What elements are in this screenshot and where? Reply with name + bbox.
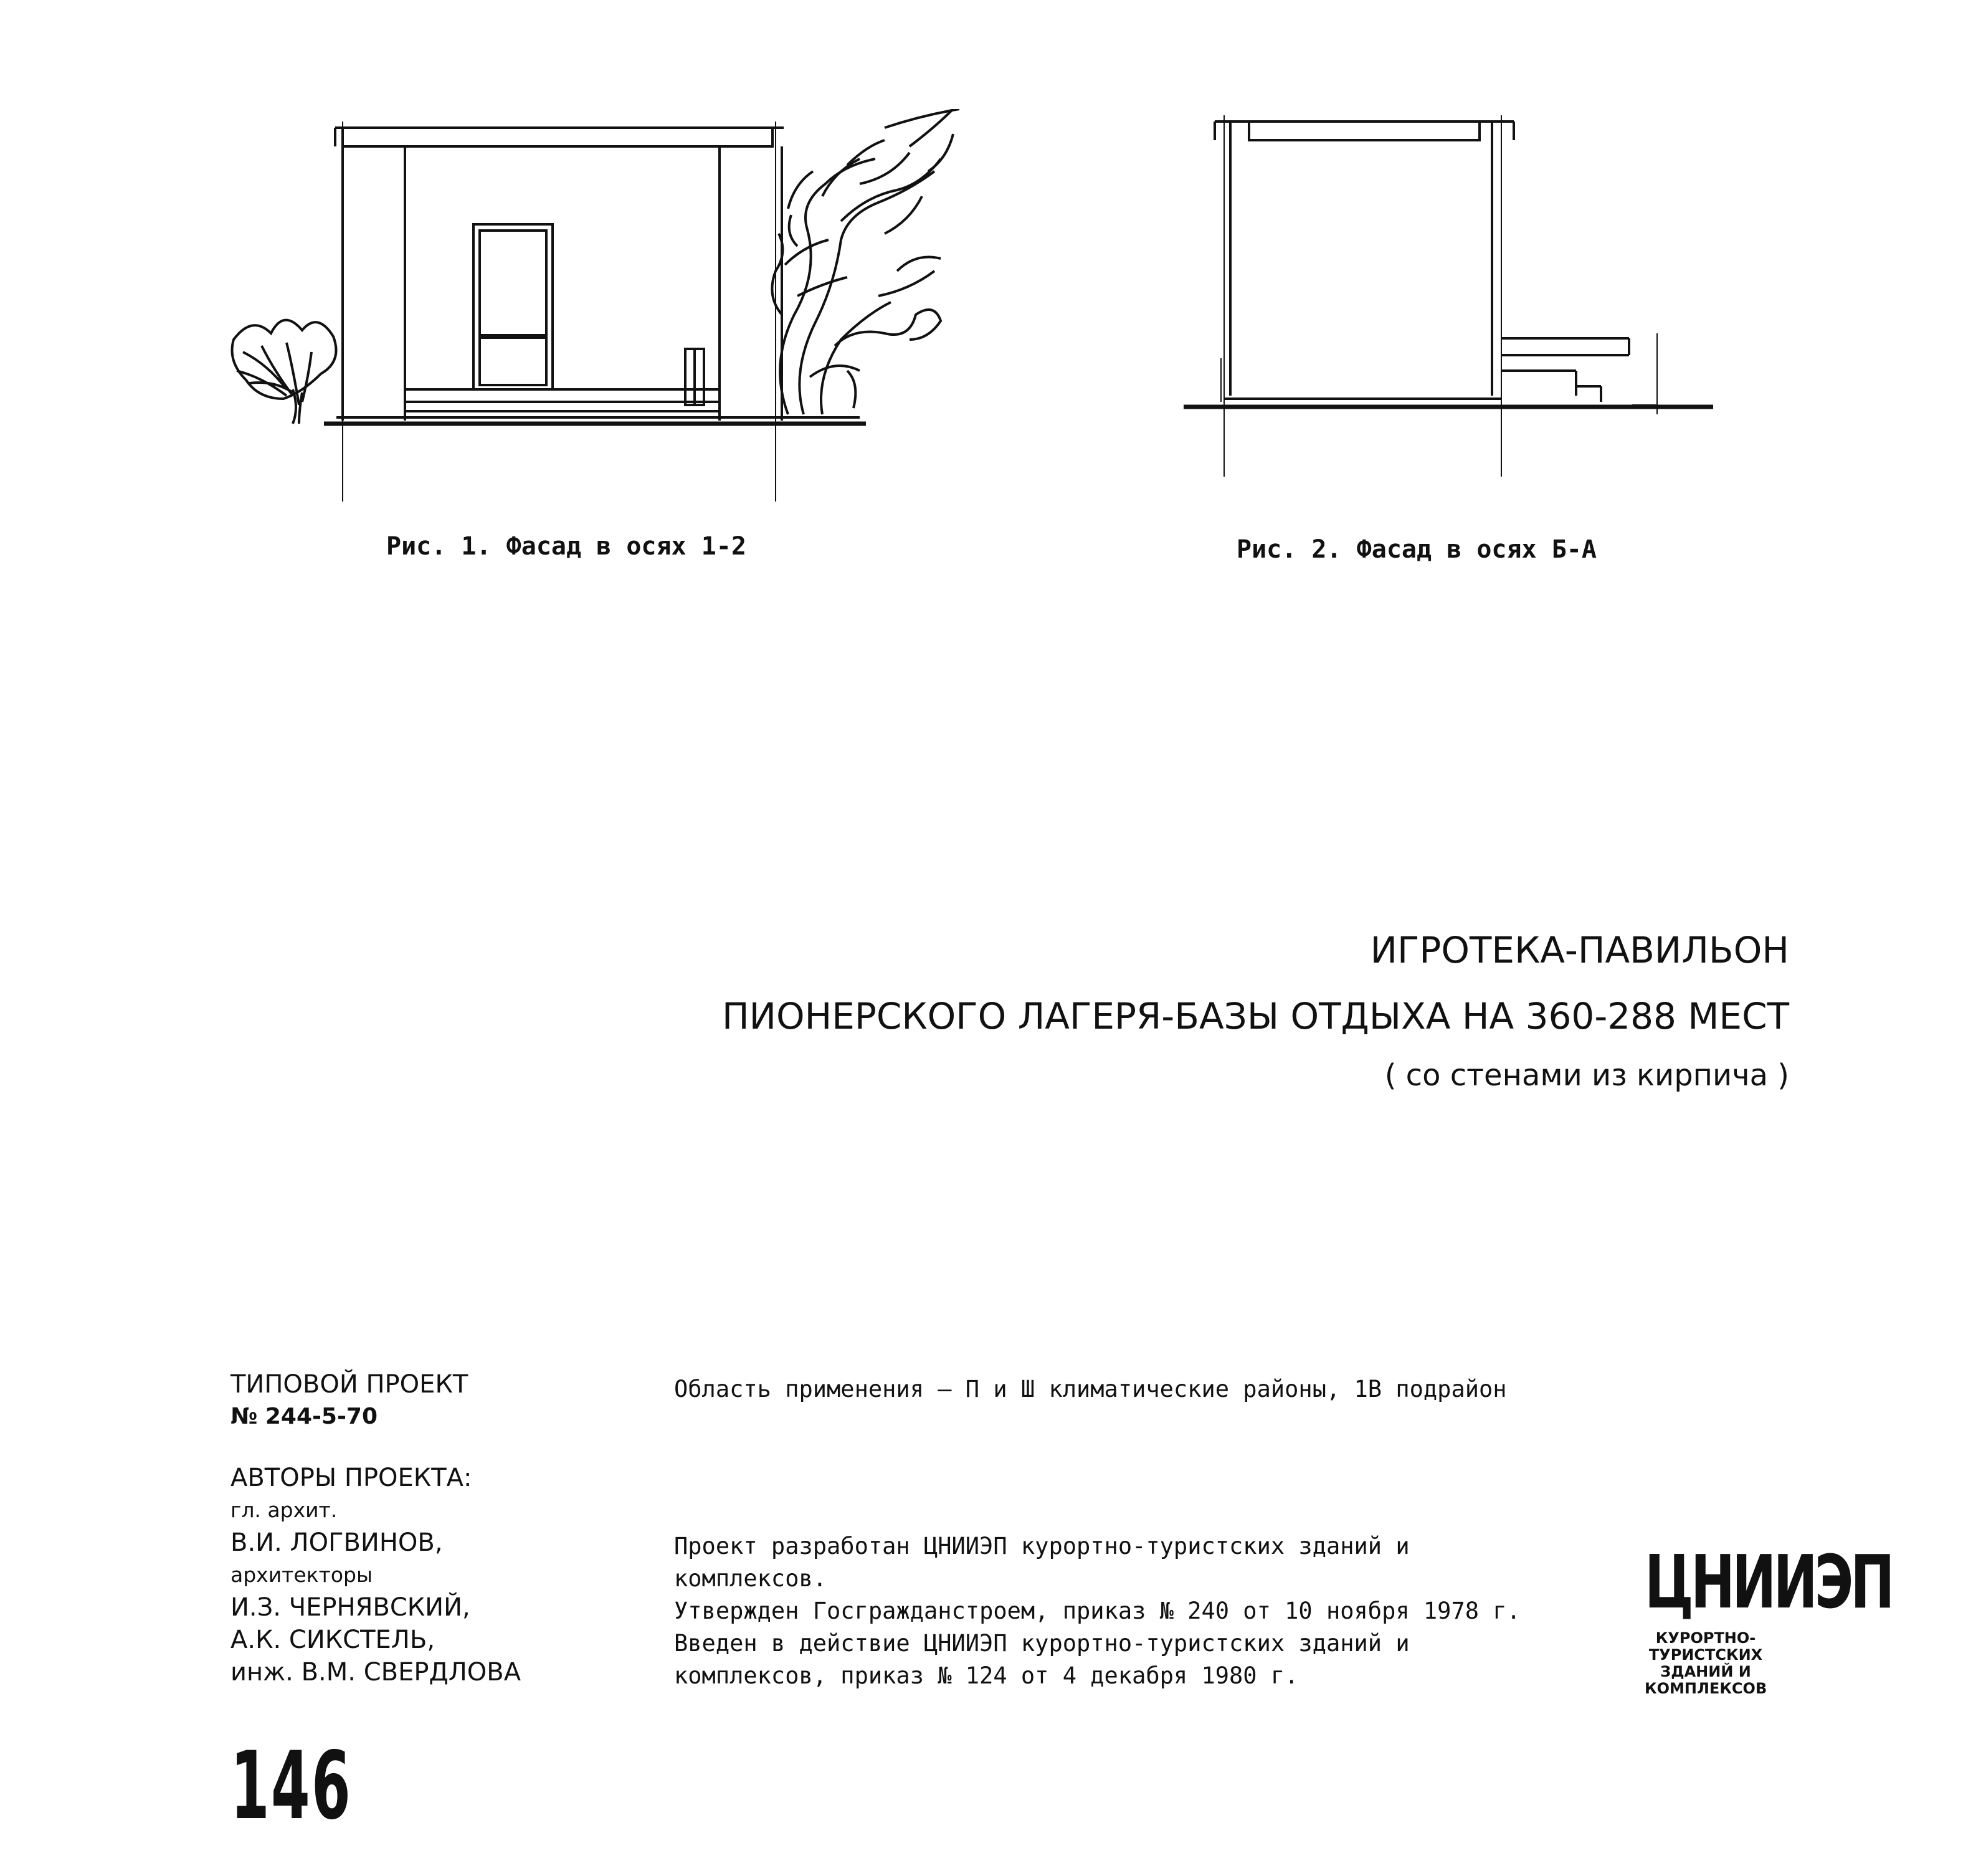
logo-line: ТУРИСТСКИХ: [1648, 1646, 1763, 1664]
author-name: инж. В.М. СВЕРДЛОВА: [230, 1658, 521, 1687]
enactment-note: Введен в действие ЦНИИЭП курортно-туристских зданий и комплексов, приказ № 124 от 4 декабря 1980 г.: [674, 1630, 1410, 1689]
author-name: И.З. ЧЕРНЯВСКИЙ,: [230, 1593, 470, 1622]
author-name: А.К. СИКСТЕЛЬ,: [230, 1626, 435, 1654]
page-number: 146: [230, 1732, 353, 1840]
logo-subtext: [1645, 1630, 1767, 1697]
authors-label: АВТОРЫ ПРОЕКТА:: [230, 1464, 472, 1492]
author-title: архитекторы: [230, 1563, 373, 1587]
author-name: В.И. ЛОГВИНОВ,: [230, 1528, 443, 1557]
figure-1-caption: Рис. 1. Фасад в осях 1-2: [386, 532, 746, 561]
title-line-1: ИГРОТЕКА-ПАВИЛЬОН: [1370, 929, 1789, 971]
figure-2-facade-drawing: [1177, 109, 1726, 495]
title-subtitle: ( со стенами из кирпича ): [1384, 1058, 1789, 1093]
authors-list: [230, 1494, 521, 1688]
logo-line: КОМПЛЕКСОВ: [1645, 1680, 1767, 1697]
approval-note: Утвержден Госгражданстроем, приказ № 240 от 10 ноября 1978 г.: [674, 1597, 1521, 1624]
application-note: Область применения – П и Ш климатические районы, 1В подрайон: [674, 1376, 1507, 1402]
figure-1-facade-drawing: [224, 109, 1034, 514]
logo-line: ЗДАНИЙ И: [1660, 1663, 1751, 1680]
approval-block: [674, 1530, 1559, 1692]
title-line-2: ПИОНЕРСКОГО ЛАГЕРЯ-БАЗЫ ОТДЫХА НА 360-288 МЕСТ: [722, 995, 1789, 1037]
organization-logo: [1645, 1539, 1892, 1697]
project-label: ТИПОВОЙ ПРОЕКТ: [230, 1370, 468, 1399]
logo-wordmark: ЦНИИЭП: [1645, 1539, 1892, 1625]
project-number: № 244-5-70: [230, 1404, 378, 1429]
figure-2-caption: Рис. 2. Фасад в осях Б-А: [1237, 535, 1597, 564]
author-title: гл. архит.: [230, 1498, 338, 1522]
logo-line: КУРОРТНО-: [1655, 1629, 1756, 1647]
developer-note: Проект разработан ЦНИИЭП курортно-туристских зданий и комплексов.: [674, 1533, 1410, 1592]
